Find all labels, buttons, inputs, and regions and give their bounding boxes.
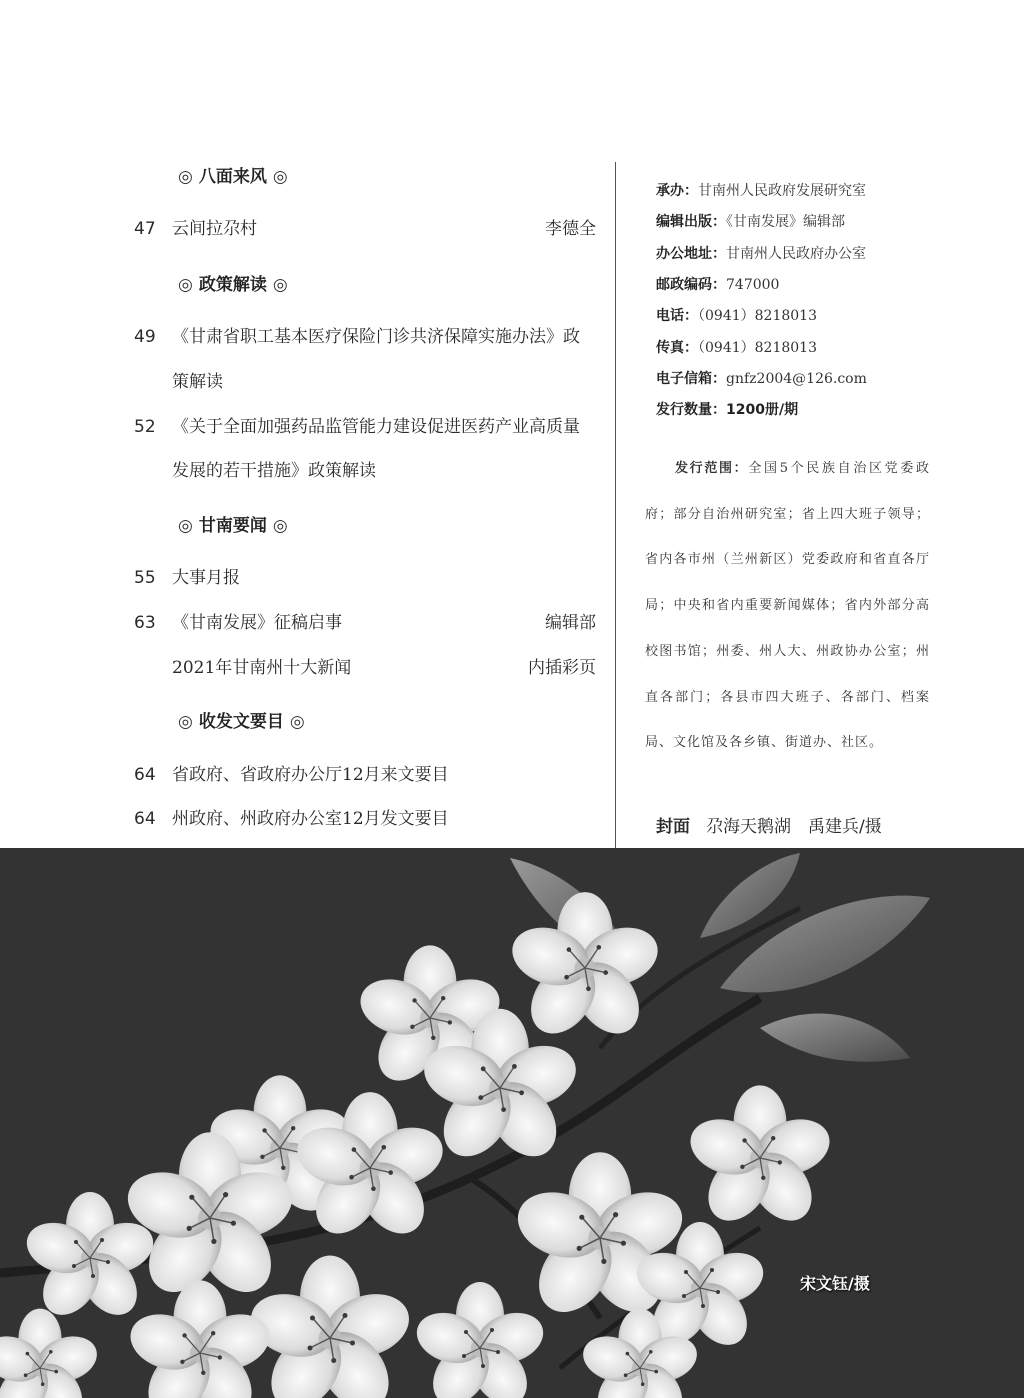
- entry-title: 大事月报: [172, 568, 240, 588]
- ring-icon: ◎: [178, 516, 193, 536]
- section-heading: ◎ 八面来风 ◎: [178, 167, 288, 187]
- entry-title-continuation: 发展的若干措施》政策解读: [172, 461, 376, 481]
- toc-entry[interactable]: [134, 760, 596, 785]
- ring-icon: ◎: [178, 275, 193, 295]
- info-row: 电子信箱：gnfz2004@126.com: [656, 371, 867, 387]
- entry-title: 2021年甘南州十大新闻: [172, 658, 352, 678]
- info-row: 编辑出版：《甘南发展》编辑部: [656, 214, 845, 230]
- entry-title: 《甘南发展》征稿启事: [172, 613, 342, 633]
- info-row: 邮政编码：747000: [656, 277, 780, 293]
- entry-title: 《甘肃省职工基本医疗保险门诊共济保障实施办法》政: [172, 327, 580, 347]
- photo-credit: 宋文钰/摄: [800, 1274, 870, 1293]
- ring-icon: ◎: [272, 275, 288, 295]
- info-row: 承办：甘南州人民政府发展研究室: [656, 183, 866, 199]
- blossom-illustration: [0, 848, 1024, 1398]
- section-heading: ◎ 甘南要闻 ◎: [178, 516, 288, 536]
- section-heading: ◎ 收发文要目 ◎: [178, 712, 305, 732]
- ring-icon: ◎: [289, 712, 305, 732]
- ring-icon: ◎: [178, 167, 193, 187]
- page-number: 63: [134, 613, 156, 633]
- toc-entry[interactable]: [134, 412, 596, 437]
- distribution-range: 发行范围：全国5个民族自治区党委政府；部分自治州研究室；省上四大班子领导；省内各市州（兰州新区）党委政府和省直各厅局；中央和省内重要新闻媒体；省内外部分高校图书馆；州委、州人大、州政协办公室；州直各部门；各县市四大班子、各部门、档案局、文化馆及各乡镇、街道办、社区。: [645, 461, 930, 751]
- page-number: 64: [134, 765, 156, 785]
- page-number: 47: [134, 219, 156, 239]
- toc-entry[interactable]: [134, 653, 596, 678]
- toc-entry[interactable]: [134, 804, 596, 829]
- info-row: 传真：（0941）8218013: [656, 340, 817, 356]
- cover-caption: 封面 尕海天鹅湖 禹建兵/摄: [656, 817, 882, 837]
- toc-entry[interactable]: [134, 563, 596, 588]
- entry-author: 内插彩页: [528, 658, 596, 678]
- entry-title: 省政府、省政府办公厅12月来文要目: [172, 765, 449, 785]
- page-number: 49: [134, 327, 156, 347]
- ring-icon: ◎: [272, 167, 288, 187]
- toc-entry[interactable]: [134, 322, 596, 347]
- entry-title-continuation: 策解读: [172, 372, 223, 392]
- email-link[interactable]: gnfz2004@126.com: [726, 371, 867, 387]
- info-row: 发行数量：1200册/期: [656, 402, 799, 418]
- entry-title: 州政府、州政府办公室12月发文要目: [172, 809, 449, 829]
- page-number: 55: [134, 568, 156, 588]
- entry-author: 编辑部: [545, 613, 596, 633]
- toc-entry[interactable]: [134, 608, 596, 633]
- entry-author: 李德全: [545, 219, 596, 239]
- ring-icon: ◎: [178, 712, 193, 732]
- table-of-contents: [0, 0, 615, 848]
- column-divider: [615, 162, 616, 848]
- section-heading: ◎ 政策解读 ◎: [178, 275, 288, 295]
- ring-icon: ◎: [272, 516, 288, 536]
- info-row: 电话：（0941）8218013: [656, 308, 817, 324]
- blossom-photo: [0, 848, 1024, 1398]
- page-number: 64: [134, 809, 156, 829]
- entry-title: 云间拉尕村: [172, 219, 257, 239]
- entry-title: 《关于全面加强药品监管能力建设促进医药产业高质量: [172, 417, 580, 437]
- info-row: 办公地址：甘南州人民政府办公室: [656, 246, 866, 262]
- page-number: 52: [134, 417, 156, 437]
- toc-entry[interactable]: [134, 214, 596, 239]
